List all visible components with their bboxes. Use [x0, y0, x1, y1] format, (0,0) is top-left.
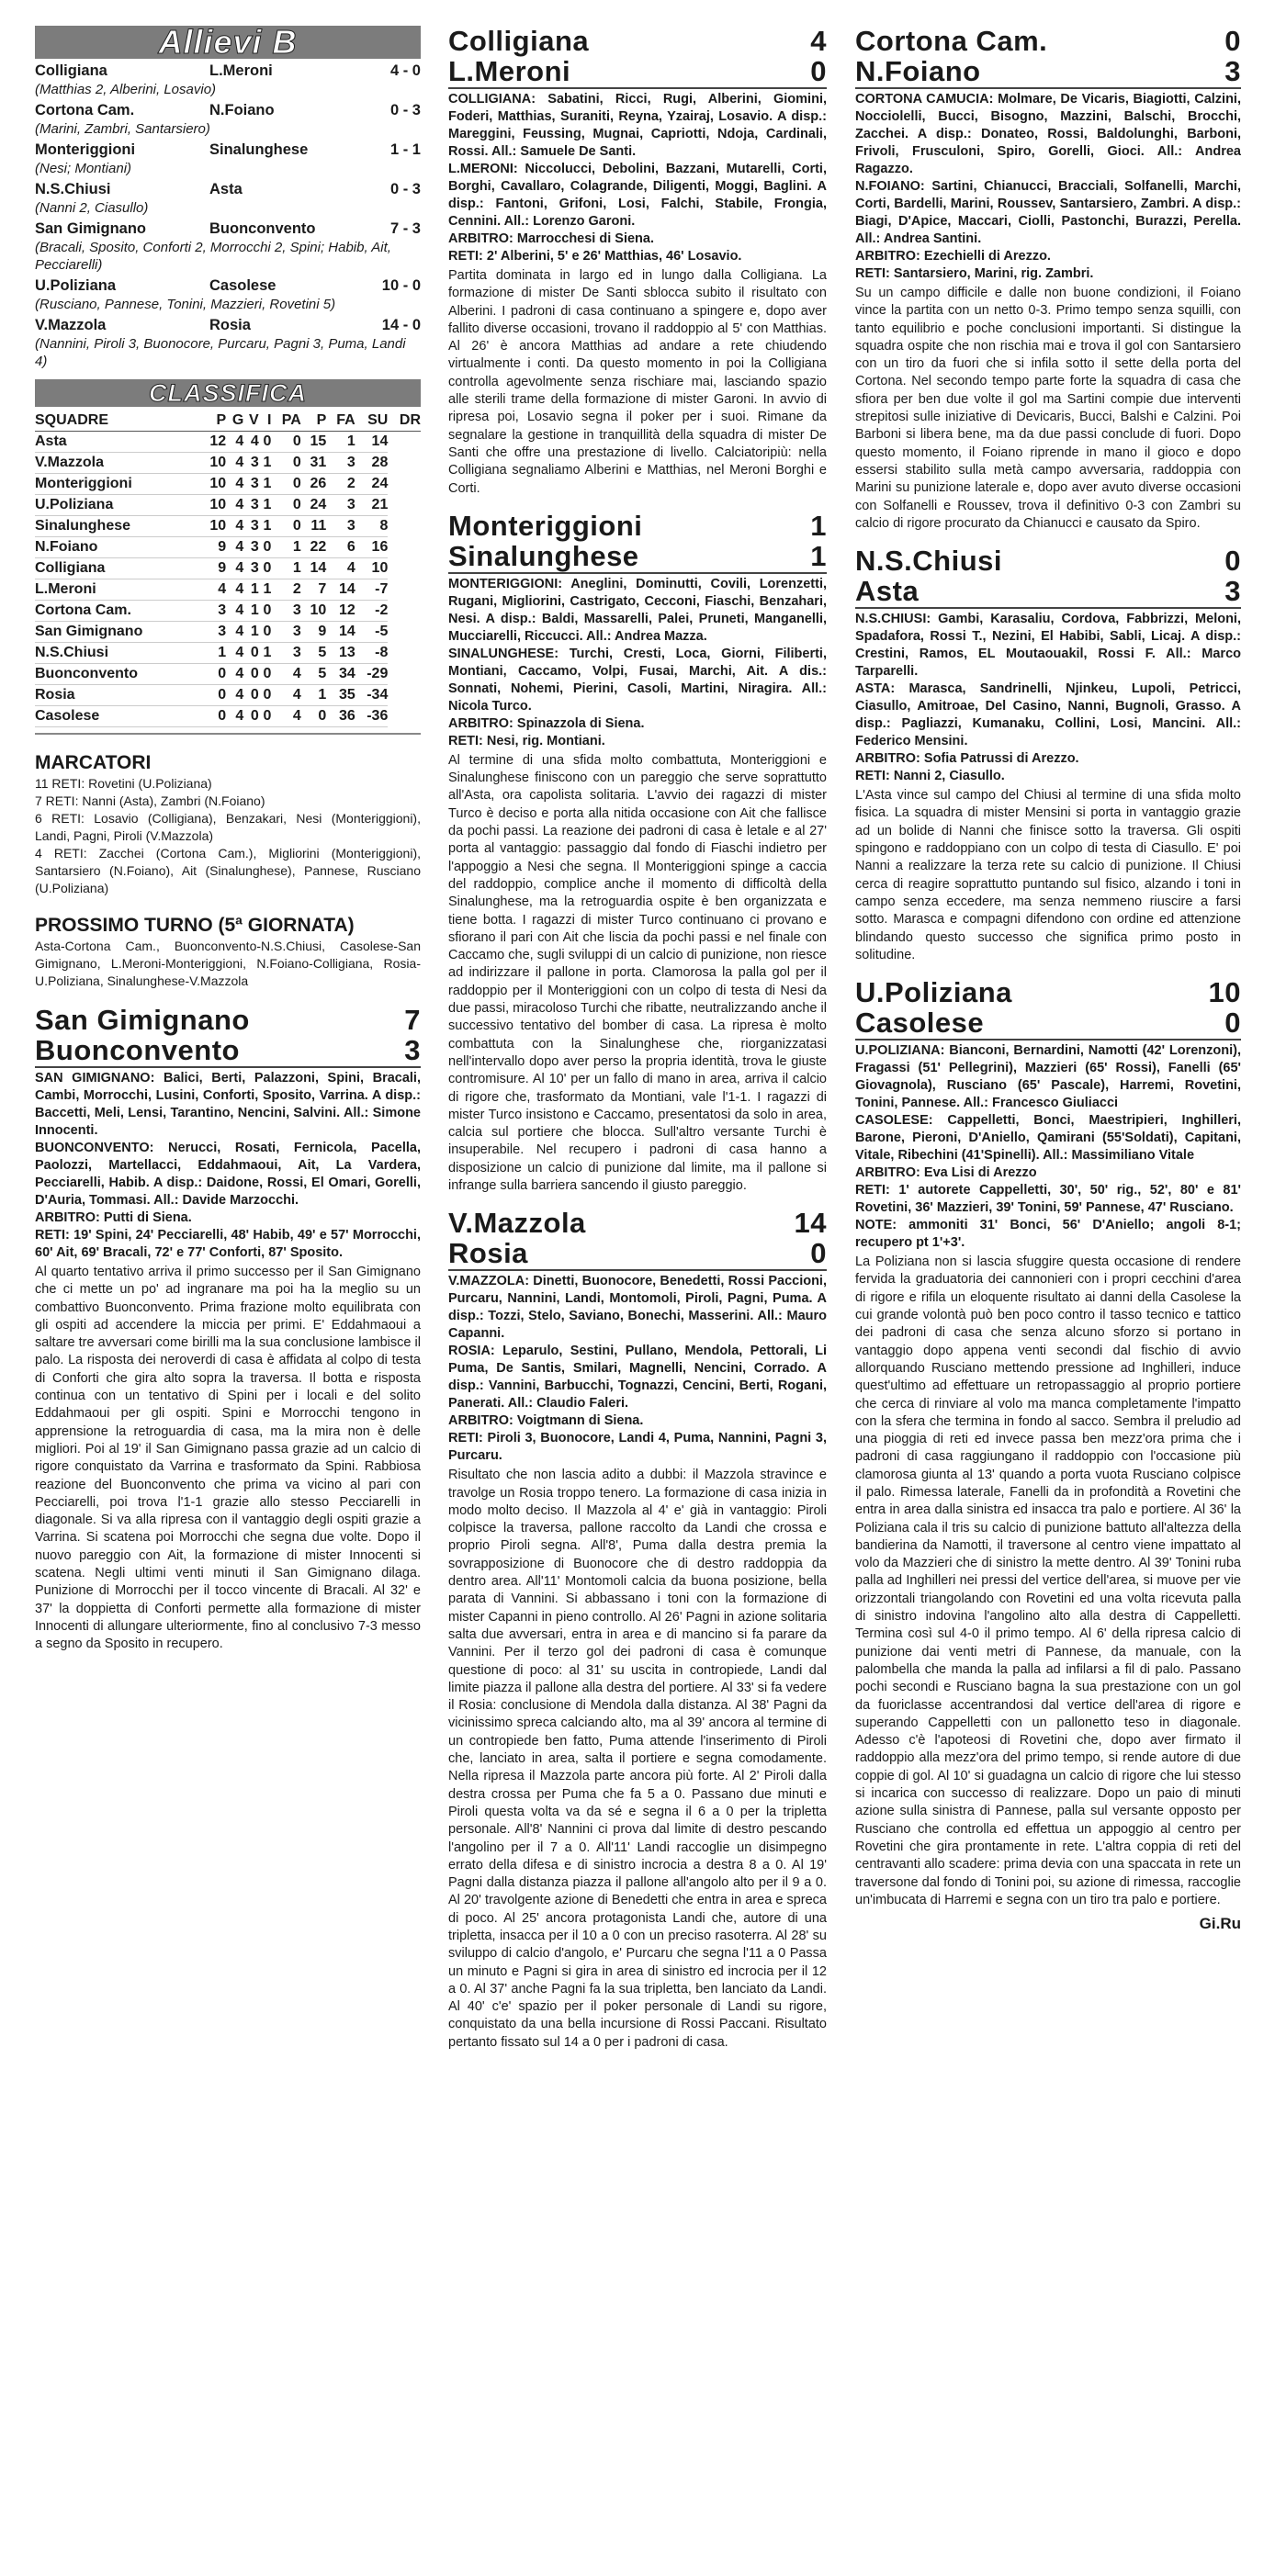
lineup-home: U.POLIZIANA: Bianconi, Bernardini, Namotti (42' Lorenzoni), Fragassi (51' Pellegrini), Mazzieri (65' Rossi), Fanelli (65' Giovagnola), Rusciano (65' Pascale), Harremi, Rovetini, Tonini, Pannese. All.: Francesco Giuliacci: [855, 1043, 1241, 1111]
standings-cell: 1: [259, 495, 272, 516]
result-home: Colligiana: [35, 62, 107, 79]
standings-cell: 10: [301, 601, 326, 622]
matches-col3: [855, 26, 1241, 1933]
standings-cell: 15: [301, 432, 326, 453]
standings-cell: 16: [355, 537, 389, 558]
standings-cell: Monteriggioni: [35, 474, 201, 495]
divider: [855, 87, 1241, 89]
home-team: U.Poliziana: [855, 976, 1012, 1009]
standings-cell: 1: [243, 579, 258, 601]
away-score: 3: [1224, 575, 1241, 608]
standings-cell: 3: [201, 601, 226, 622]
result-away: L.Meroni: [209, 62, 273, 79]
scorers-list: [35, 775, 421, 897]
scorer-line: 4 RETI: Zacchei (Cortona Cam.), Migliorini (Monteriggioni), Santarsiero (N.Foiano), Ait (Sinalunghese), Pannese, Rusciano (U.Poliziana): [35, 846, 421, 895]
standings-cell: 0: [259, 622, 272, 643]
signature: Gi.Ru: [1199, 1915, 1241, 1933]
standings-cell: 2: [271, 579, 300, 601]
standings-cell: -5: [355, 622, 389, 643]
divider: [35, 733, 421, 735]
home-team: N.S.Chiusi: [855, 545, 1003, 578]
standings-cell: N.S.Chiusi: [35, 643, 201, 664]
standings-cell: 9: [301, 622, 326, 643]
away-team: Asta: [855, 575, 920, 608]
standings-cell: 21: [355, 495, 389, 516]
standings-cell: Rosia: [35, 685, 201, 706]
standings-cell: N.Foiano: [35, 537, 201, 558]
result-home: N.S.Chiusi: [35, 181, 111, 197]
standings-cell: 14: [355, 432, 389, 453]
result-row: [35, 219, 421, 239]
standings-header-cell: G: [226, 411, 243, 432]
standings-cell: Casolese: [35, 706, 201, 727]
standings-cell: L.Meroni: [35, 579, 201, 601]
standings-cell: -36: [355, 706, 389, 727]
result-away: Asta: [209, 181, 243, 197]
home-team: Cortona Cam.: [855, 25, 1048, 57]
standings-cell: 12: [201, 432, 226, 453]
result-home: U.Poliziana: [35, 277, 117, 294]
standings-table: [35, 411, 421, 727]
match-header: [35, 1005, 421, 1065]
column-right: [855, 26, 1241, 1946]
standings-header-cell: P: [201, 411, 226, 432]
lineup-home: SAN GIMIGNANO: Balici, Berti, Palazzoni, Spini, Bracali, Cambi, Morrocchi, Lusini, Conforti, Sposito, Varrina. A disp.: Baccetti, Meli, Lensi, Tarantino, Nencini, Salvini. All.: Simone Innocenti.: [35, 1071, 421, 1138]
standings-cell: 1: [271, 558, 300, 579]
standings-title: CLASSIFICA: [35, 379, 421, 407]
standings-cell: 3: [271, 643, 300, 664]
scorer-line: 6 RETI: Losavio (Colligiana), Benzakari, Nesi (Monteriggioni), Landi, Pagni, Piroli (V.Mazzola): [35, 811, 421, 843]
standings-cell: U.Poliziana: [35, 495, 201, 516]
result-home: San Gimignano: [35, 220, 147, 237]
home-score: 0: [1224, 545, 1241, 578]
standings-cell: 28: [355, 453, 389, 474]
standings-cell: -34: [355, 685, 389, 706]
standings-cell: 4: [226, 474, 243, 495]
standings-cell: 0: [243, 685, 258, 706]
result-row: [35, 140, 421, 160]
match-report: [35, 1005, 421, 1654]
goals: RETI: Nanni 2, Ciasullo.: [855, 769, 1005, 784]
report-text: Su un campo difficile e dalle non buone condizioni, il Foiano vince la partita con un netto 0-3. Primo tempo senza squilli, con tanto equilibrio e poche conclusioni importanti. Si distingue la squadra ospite che non rischia mai e trova il gol con Santarsiero con un tiro da fuori che si infila sotto il sette della porta del Cortona. Nel secondo tempo parte forte la squadra di casa che sfiora per ben due volte il gol ma Sartini compie due interventi strepitosi sulle iniziative di Devicaris, Bucci, Balshi e Calzini. Poi Barboni si libera bene, ma da due passi conclude di fuori. Dopo questo momento, il Foiano riprende in mano il gioco e dopo essersi stabilito sulla metà campo avversaria, raddoppia con Marini su punizione laterale e, dopo aver avuto diverse occasioni con Solfanelli e Roussev, trova il definitivo 0-3 con Zambri su calcio di rigore procurato da Chianucci e causato da Spiro.: [855, 286, 1241, 531]
away-score: 3: [404, 1034, 421, 1066]
standings-cell: 34: [326, 664, 355, 685]
result-away: Sinalunghese: [209, 141, 309, 158]
standings-row: [35, 643, 421, 664]
referee: ARBITRO: Voigtmann di Siena.: [448, 1413, 644, 1429]
result-home: Monteriggioni: [35, 141, 136, 158]
away-score: 0: [810, 1237, 827, 1270]
divider: [448, 87, 827, 89]
result-score: 14 - 0: [381, 317, 421, 333]
standings-cell: 0: [271, 495, 300, 516]
away-team: Casolese: [855, 1007, 985, 1040]
standings-row: [35, 706, 421, 727]
result-scorers: (Nannini, Piroli 3, Buonocore, Purcaru, Pagni 3, Puma, Landi 4): [35, 336, 406, 369]
scorer-line: 11 RETI: Rovetini (U.Poliziana): [35, 776, 212, 791]
lineup-home: N.S.CHIUSI: Gambi, Karasaliu, Cordova, Fabbrizzi, Meloni, Spadafora, Rossi T., Nezini, El Habibi, Sabli, Licaj. A disp.: Crestini, Ramos, EL Moutaouakil, Rossi F. All.: Marco Tarparelli.: [855, 612, 1241, 680]
standings-cell: 3: [243, 516, 258, 537]
standings-cell: 4: [226, 622, 243, 643]
standings-cell: 1: [243, 622, 258, 643]
referee: ARBITRO: Putti di Siena.: [35, 1210, 192, 1225]
referee: ARBITRO: Sofia Patrussi di Arezzo.: [855, 751, 1079, 767]
lineup-home: MONTERIGGIONI: Aneglini, Dominutti, Covili, Lorenzetti, Rugani, Migliorini, Castrigato, Cecconi, Fiaschi, Benzahari, Nesi. A disp.: Baldi, Massarelli, Palei, Pruneti, Manganelli, Mucciarelli, Riccucci. All.: Andrea Mazza.: [448, 576, 827, 644]
standings-cell: 36: [326, 706, 355, 727]
goals: RETI: 19' Spini, 24' Pecciarelli, 48' Habib, 49' e 57' Morrocchi, 60' Ait, 69' Bracali, 72' e 77' Conforti, 87' Sposito.: [35, 1228, 421, 1260]
standings-cell: 10: [201, 453, 226, 474]
matches-col2: [448, 26, 827, 2052]
home-team: Colligiana: [448, 25, 590, 57]
match-header: [448, 511, 827, 571]
standings-cell: 3: [271, 622, 300, 643]
result-scorers: (Rusciano, Pannese, Tonini, Mazzieri, Rovetini 5): [35, 297, 336, 312]
result-scorers: (Nanni 2, Ciasullo): [35, 200, 149, 216]
standings-cell: 14: [326, 622, 355, 643]
standings-row: [35, 622, 421, 643]
match-header: [448, 26, 827, 86]
goals: RETI: Nesi, rig. Montiani.: [448, 733, 605, 748]
standings-cell: Sinalunghese: [35, 516, 201, 537]
standings-cell: 13: [326, 643, 355, 664]
match-report: [855, 546, 1241, 964]
standings-row: [35, 453, 421, 474]
standings-cell: 1: [259, 453, 272, 474]
result-row: [35, 61, 421, 81]
standings-cell: 5: [301, 664, 326, 685]
standings-header-cell: PA: [271, 411, 300, 432]
lineup-away: N.FOIANO: Sartini, Chianucci, Bracciali, Solfanelli, Marchi, Corti, Bardelli, Marini, Roussev, Santarsiero, Zambri. A disp.: Biagi, D'Apice, Maccari, Ciolli, Pastonchi, Burazzi, Perella. All.: Andrea Santini.: [855, 179, 1241, 246]
scorers-title: MARCATORI: [35, 752, 152, 773]
result-score: 10 - 0: [381, 277, 421, 294]
match-report: [448, 1208, 827, 2052]
standings-cell: 3: [243, 495, 258, 516]
standings-cell: 4: [226, 579, 243, 601]
away-score: 0: [810, 55, 827, 87]
divider: [448, 1269, 827, 1271]
referee: ARBITRO: Spinazzola di Siena.: [448, 715, 645, 731]
standings-cell: 1: [301, 685, 326, 706]
standings-cell: 7: [301, 579, 326, 601]
result-away: Rosia: [209, 317, 251, 333]
match-header: [855, 26, 1241, 86]
result-scorers: (Nesi; Montiani): [35, 161, 132, 176]
standings-cell: 0: [259, 537, 272, 558]
match-report: [448, 511, 827, 1195]
column-middle: [448, 26, 827, 2064]
report-text: Al quarto tentativo arriva il primo successo per il San Gimignano che ci mette un po' ad ingranare ma poi ha la meglio su un combattivo Buonconvento. Prima frazione molto equilibrata con gli ospiti ad accendere la miccia per primi. E' Eddahmaoui a saltare tre avversari come birilli ma la sua conclusione lambisce il palo. La risposta dei neroverdi di casa è affidata al colpo di testa di Conforti che gira alto sopra la traversa. Il botta e risposta continua con un tentativo di Spini per i locali e del solito Eddahmaoui per gli ospiti. Spini e Morrocchi tengono in apprensione la retroguardia di casa, ma la mira non è delle migliori. Poi al 19' il San Gimignano passa grazie ad un calcio di rigore conquistato da Varrina e trasformato da Spini. Rabbiosa reazione del Buonconvento che prima va vicino al pari con Pecciarelli, poi trova l'1-1 grazie allo stesso Pecciarelli in diagonale. Si va alla ripresa con il vantaggio degli ospiti grazie a Varrina. Si scatena poi Morrocchi che segna due volte. Dopo il nuovo pareggio con Ait, la formazione di mister Innocenti si scatena. Negli ultimi venti minuti il San Gimignano dilaga. Punizione di Morrocchi per il tocco vincente di Bracali. Al 32' e 37' la doppietta di Conforti permette alla formazione di mister Innocenti di allungare ulteriormente, fino al conclusivo 7-3 messo a segno da Sposito in recupero.: [35, 1265, 421, 1652]
standings-cell: 1: [259, 579, 272, 601]
standings-row: [35, 558, 421, 579]
standings-cell: 11: [301, 516, 326, 537]
standings-cell: 4: [226, 664, 243, 685]
away-team: L.Meroni: [448, 55, 571, 87]
match-header: [855, 977, 1241, 1038]
standings-cell: 3: [326, 495, 355, 516]
divider: [35, 1066, 421, 1068]
standings-cell: V.Mazzola: [35, 453, 201, 474]
standings-cell: 10: [201, 516, 226, 537]
match-header: [855, 546, 1241, 606]
standings-cell: San Gimignano: [35, 622, 201, 643]
standings-row: [35, 601, 421, 622]
away-score: 1: [810, 539, 827, 572]
lineup-home: V.MAZZOLA: Dinetti, Buonocore, Benedetti, Rossi Paccioni, Purcaru, Nannini, Landi, Montomoli, Piroli, Pagni, Puma. A disp.: Tozzi, Stelo, Saviano, Bonechi, Masserini. All.: Mauro Capanni.: [448, 1274, 827, 1342]
standings-cell: 12: [326, 601, 355, 622]
standings-header-cell: SQUADRE: [35, 411, 201, 432]
standings-cell: 3: [326, 453, 355, 474]
standings-cell: 8: [355, 516, 389, 537]
report-text: Al termine di una sfida molto combattuta, Monteriggioni e Sinalunghese finiscono con un pareggio che serve soprattutto all'Asta, ora capolista solitaria. L'avvio dei ragazzi di mister Turco è deciso e porta alla nitida occasione con Ait che fallisce da pochi passi. La reazione dei padroni di casa è letale e al 27' porta al vantaggio: passaggio dal fondo di Fiaschi indietro per l'appoggio a Nesi che segna. Il Monteriggioni spinge a caccia del raddoppio, complice anche il momento di difficoltà della Sinalunghese, ma la retroguardia ospite è ben organizzata e tiene botta. I ragazzi di mister Turco continuano ci provano e sfiorano il pari con Ait che liscia da pochi passi e nel finale con Caccamo che, sugli sviluppi di un calcio di punizione, non riesce ad indirizzare il pallone in porta. Clamorosa la palla gol per il raddoppio per il Monteriggioni con un colpo di testa di Nesi da due passi, miracoloso Turchi che ribatte, neutralizzando anche il successivo tentativo del bomber di casa. La ripresa è molto combattuta con la Sinalunghese che, riorganizzatasi nell'intervallo dopo aver perso la propria identità, trova le giuste contromisure. Al 10' per un fallo di mano in area, arriva il calcio di rigore che, trasformato da Montiani, vale l'1-1. I ragazzi di mister Turco insistono e Caccamo, presentatosi da solo in area, calcia sul portiere che blocca. Sull'altro versante Turchi è insuperabile. Nel recupero i padroni di casa hanno a disposizione un calcio di punizione dal limite, ma il pallone si infrange sulla barriera sancendo il giusto pareggio.: [448, 752, 827, 1193]
result-score: 4 - 0: [389, 62, 421, 79]
standings-cell: 4: [226, 453, 243, 474]
standings-cell: 14: [301, 558, 326, 579]
standings-cell: 4: [226, 685, 243, 706]
standings-row: [35, 685, 421, 706]
lineup-away: ROSIA: Leparulo, Sestini, Pullano, Mendola, Pettorali, Li Puma, De Santis, Smilari, Magnelli, Nencini, Corrado. A disp.: Vannini, Barbucchi, Tognazzi, Cencini, Berti, Rogani, Panerati. All.: Claudio Faleri.: [448, 1344, 827, 1412]
standings-cell: 1: [243, 601, 258, 622]
away-score: 0: [1224, 1007, 1241, 1040]
standings-cell: 9: [201, 537, 226, 558]
match-report: [448, 26, 827, 498]
standings-cell: 3: [201, 622, 226, 643]
goals: RETI: Piroli 3, Buonocore, Landi 4, Puma, Nannini, Pagni 3, Purcaru.: [448, 1431, 827, 1464]
standings-cell: Colligiana: [35, 558, 201, 579]
away-team: N.Foiano: [855, 55, 981, 87]
standings-cell: 3: [243, 537, 258, 558]
result-home: Cortona Cam.: [35, 102, 135, 118]
lineup-home: COLLIGIANA: Sabatini, Ricci, Rugi, Alberini, Giomini, Foderi, Matthias, Suraniti, Reyna, Yzairaj, Losavio. A disp.: Mareggini, Feussing, Mugnai, Capriotti, Ndoja, Cardinali, Rossi. All.: Samuele De Santi.: [448, 92, 827, 159]
standings-header-cell: FA: [326, 411, 355, 432]
column-left: [35, 23, 421, 1667]
standings-row: [35, 537, 421, 558]
standings-cell: 0: [259, 558, 272, 579]
standings-cell: Cortona Cam.: [35, 601, 201, 622]
standings-cell: -2: [355, 601, 389, 622]
standings-cell: 4: [226, 432, 243, 453]
report-text: Partita dominata in largo ed in lungo dalla Colligiana. La formazione di mister De Santi sblocca subito il risultato con Alberini. I padroni di casa continuano a spingere e, dopo aver fallito diverse occasioni, trovano il raddoppio al 5' con Matthias. Al 26' è ancora Matthias ad andare a rete chiudendo virtualmente i conti. Da questo momento in poi la Colligiana controlla agevolmente senza rischiare mai, lasciando spazio alle sterili trame della formazione di mister Garoni. In avvio di ripresa poi, Losavio segna il poker per i suoi. Rimane da segnalare la gestione in tranquillità della squadra di mister De Santi che offre una prestazione di livello. Calciatoripiù: nella Colligiana segnaliamo Alberini e Matthias, nel Meroni Borghi e Corti.: [448, 268, 827, 496]
standings-cell: 0: [271, 453, 300, 474]
home-score: 1: [810, 509, 827, 542]
standings-cell: 0: [271, 432, 300, 453]
standings-cell: 10: [201, 474, 226, 495]
standings-cell: 0: [301, 706, 326, 727]
standings-cell: 0: [243, 643, 258, 664]
home-score: 4: [810, 25, 827, 57]
standings-row: [35, 516, 421, 537]
result-row: [35, 276, 421, 296]
standings-cell: 4: [243, 432, 258, 453]
standings-cell: 35: [326, 685, 355, 706]
standings-cell: 3: [243, 453, 258, 474]
goals: RETI: 1' autorete Cappelletti, 30', 50' rig., 52', 80' e 81' Rovetini, 36' Mazzieri, 39' Tonini, 59' Pannese, 47' Rusciano.: [855, 1183, 1241, 1216]
standings-row: [35, 432, 421, 453]
standings-cell: 31: [301, 453, 326, 474]
standings-cell: 0: [201, 685, 226, 706]
next-round-text: Asta-Cortona Cam., Buonconvento-N.S.Chiusi, Casolese-San Gimignano, L.Meroni-Monteriggioni, N.Foiano-Colligiana, Rosia-U.Poliziana, Sinalunghese-V.Mazzola: [35, 939, 421, 988]
standings-cell: 4: [226, 537, 243, 558]
away-score: 3: [1224, 55, 1241, 87]
match-header: [448, 1208, 827, 1268]
standings-header-cell: I: [259, 411, 272, 432]
divider: [855, 1039, 1241, 1041]
standings-header-cell: P: [301, 411, 326, 432]
lineup-home: CORTONA CAMUCIA: Molmare, De Vicaris, Biagiotti, Calzini, Nocciolelli, Bucci, Bisogno, Mazzini, Balschi, Brocchi, Zacchei. A disp.: Donateo, Rossi, Baldolunghi, Barboni, Frivoli, Frusculoni, Spiro, Gorelli, Gioci. All.: Andrea Ragazzo.: [855, 92, 1241, 176]
standings-cell: 1: [201, 643, 226, 664]
standings-cell: 4: [226, 558, 243, 579]
standings-cell: 0: [243, 664, 258, 685]
standings-row: [35, 474, 421, 495]
matches-col1: [35, 1005, 421, 1654]
result-score: 0 - 3: [389, 102, 421, 118]
standings-cell: 1: [259, 474, 272, 495]
result-away: Buonconvento: [209, 220, 316, 237]
lineup-away: L.MERONI: Niccolucci, Debolini, Bazzani, Mutarelli, Corti, Borghi, Cavallaro, Colagrande, Diligenti, Moggi, Baglini. A disp.: Fantoni, Grifoni, Losi, Falchi, Stabile, Frongia, Cennini. All.: Lorenzo Garoni.: [448, 162, 827, 229]
standings-cell: -7: [355, 579, 389, 601]
standings-cell: 9: [201, 558, 226, 579]
standings-cell: 10: [355, 558, 389, 579]
result-scorers: (Matthias 2, Alberini, Losavio): [35, 82, 217, 97]
standings-cell: 0: [259, 706, 272, 727]
match-report: [855, 26, 1241, 533]
standings-cell: 4: [326, 558, 355, 579]
standings-header-cell: V: [243, 411, 258, 432]
standings-cell: 5: [301, 643, 326, 664]
standings-cell: 4: [226, 495, 243, 516]
result-row: [35, 179, 421, 199]
standings-cell: 0: [201, 706, 226, 727]
away-team: Sinalunghese: [448, 539, 639, 572]
referee: ARBITRO: Eva Lisi di Arezzo: [855, 1165, 1037, 1181]
result-row: [35, 315, 421, 335]
result-score: 0 - 3: [389, 181, 421, 197]
result-scorers: (Bracali, Sposito, Conforti 2, Morrocchi 2, Spini; Habib, Ait, Pecciarelli): [35, 240, 391, 273]
standings-cell: 0: [201, 664, 226, 685]
lineup-away: BUONCONVENTO: Nerucci, Rosati, Fernicola, Pacella, Paolozzi, Martellacci, Eddahmaoui, Ait, La Vardera, Pecciarelli, Habib. A disp.: Daidone, Rossi, El Omari, Gorelli, D'Auria, Tommasi. All.: Davide Marzocchi.: [35, 1141, 421, 1208]
next-round-title: PROSSIMO TURNO (5ª GIORNATA): [35, 915, 355, 936]
standings-cell: 22: [301, 537, 326, 558]
divider: [448, 572, 827, 574]
result-row: [35, 100, 421, 120]
standings-cell: 3: [271, 601, 300, 622]
result-home: V.Mazzola: [35, 317, 107, 333]
standings-cell: 0: [259, 664, 272, 685]
standings-cell: 1: [326, 432, 355, 453]
home-score: 14: [794, 1207, 827, 1240]
away-team: Buonconvento: [35, 1034, 240, 1066]
goals: RETI: Santarsiero, Marini, rig. Zambri.: [855, 266, 1094, 281]
standings-cell: -29: [355, 664, 389, 685]
standings-cell: 1: [271, 537, 300, 558]
standings-cell: 6: [326, 537, 355, 558]
report-text: Risultato che non lascia adito a dubbi: il Mazzola stravince e travolge un Rosia troppo tenero. La formazione di casa inizia in modo molto deciso. Il Mazzola al 4' e' già in vantaggio: Piroli colpisce la traversa, pallone raccolto da Landi che crossa e proprio Piroli segna. All'8', Puma dalla destra premia la sovrapposizione di Buonocore che di destro raddoppia da dentro area. All'11' Montomoli calcia da buona posizione, bella parata di Vannini. Si abbassano i toni con la formazione di mister Capanni in pieno controllo. Al 26' Pagni in azione solitaria salta due avversari, entra in area e di mancino si fa parare da Vannini. Per il terzo gol dei padroni di casa è comunque questione di poco: al 31' su uscita in contropiede, Landi dal limite piazza il pallone alla destra del portiere. Al 33' si fa vedere il Rosia: conclusione di Mendola dalla distanza. Al 38' Pagni da vicinissimo spreca calciando alto, ma al 39' ancora al termine di un contropiede ben fatto, Puma attende l'inserimento di Piroli che, lanciato in area, salta il portiere e segna comodamente. Nella ripresa il Mazzola parte ancora più forte. Al 2' Piroli dalla destra crossa per Puma che fa 5 a 0. Passano due minuti e Piroli questa volta va da sé e segna il 6 a 0 per la tripletta personale. All'8' Nannini ci prova dal limite di destro pescando l'angolino per il 7 a 0. All'11' Landi raccoglie un disimpegno errato della difesa e di sinistro incrocia a destra 8 a 0. Al 19' Pagni dalla distanza piazza il pallone all'angolo alto per il 9 a 0. Al 20' travolgente azione di Benedetti che entra in area e spreca di poco. Al 25' ancora protagonista Landi che, autore di una tripletta, insacca per il 10 a 0 con un preciso rasoterra. Al 28' su sviluppo di calcio d'angolo, e' Purcaru che segna l'11 a 0 Passa un minuto e Pagni si gira in area di sinistro ed incrocia per il 12 a 0. Al 37' anche Pagni fa la sua tripletta, ben lanciato da Landi. Al 40' c'e' spazio per il poker personale di Landi su rigore, conquistato da una bella incursione di Rossi Paccani. Risultato pertanto fissato sul 14 a 0 per i padroni di casa.: [448, 1468, 827, 2050]
standings-cell: 0: [243, 706, 258, 727]
standings-cell: 0: [271, 474, 300, 495]
home-team: V.Mazzola: [448, 1207, 586, 1240]
standings-row: [35, 664, 421, 685]
standings-cell: 14: [326, 579, 355, 601]
lineup-away: CASOLESE: Cappelletti, Bonci, Maestripieri, Inghilleri, Barone, Pieroni, D'Aniello, Qamirani (55'Soldati), Capitani, Vitale, Ribechini (41'Spinelli). All.: Massimiliano Vitale: [855, 1113, 1241, 1164]
scorer-line: 7 RETI: Nanni (Asta), Zambri (N.Foiano): [35, 793, 265, 808]
standings-cell: 4: [271, 685, 300, 706]
result-away: N.Foiano: [209, 102, 275, 118]
standings-cell: 4: [226, 643, 243, 664]
standings-cell: 3: [243, 474, 258, 495]
result-score: 7 - 3: [389, 220, 421, 237]
standings-cell: 4: [226, 706, 243, 727]
standings-cell: 4: [271, 664, 300, 685]
home-score: 0: [1224, 25, 1241, 57]
home-score: 10: [1208, 976, 1241, 1009]
standings-cell: 0: [271, 516, 300, 537]
standings-cell: 4: [201, 579, 226, 601]
standings-row: [35, 495, 421, 516]
referee: ARBITRO: Marrocchesi di Siena.: [448, 231, 654, 246]
result-scorers: (Marini, Zambri, Santarsiero): [35, 121, 210, 137]
lineup-away: SINALUNGHESE: Turchi, Cresti, Loca, Giorni, Filiberti, Montiani, Caccamo, Volpi, Fusai, Marchi, Ait. A dis.: Sonnati, Nohemi, Pierini, Casoli, Martini, Niragira. All.: Nicola Turco.: [448, 646, 827, 714]
standings-cell: 4: [226, 601, 243, 622]
report-text: La Poliziana non si lascia sfuggire questa occasione di rendere fervida la graduatoria dei cannonieri con i propri cecchini d'area di rigore e rifila un eloquente risultato ai danni della Casolese la cui grande volontà può ben poco contro il tasso tecnico e tattico dei padroni di casa che senza alcuno sforzo si portano in vantaggio dopo appena venti secondi dal fischio di avvio allorquando Rusciano mettendo pressione ad Inghilleri, induce quest'ultimo ad effettuare un retropassaggio al proprio portiere che cerca di rinviare al volo ma manca completamente l'impatto con la sfera che termina in fondo al sacco. Sembra il preludio ad una pioggia di reti ed invece passa ben mezz'ora prima che i padroni di casa raggiungano il raddoppio con l'occasione più clamorosa giunta al 13' quando a porta vuota Rusciano colpisce il palo. Rimessa laterale, Fanelli da in profondità a Rovetini che entra in area dalla sinistra ed insacca tra palo e portiere. Al 36' la Poliziana cala il tris su calcio di punizione battuto all'altezza della bandierina da Namotti, il traversone al centro viene impattato al volo da Mazzieri che di sinistro la mette dentro. Al 39' Tonini ruba palla ad Inghilleri nei pressi del vertice dell'area, si muove per vie orizzontali triangolando con Rovetini ed una volta ricevuta palla di sinistro indovina l'angolino alto alla destra di Cappelletti. Termina così sul 4-0 il primo tempo. Al 6' della ripresa calcio di punizione dai venti metri di Pannese, da manuale, con la palombella che manda la palla ad infilarsi a fil di palo. Passano pochi secondi e Rusciano bagna la sua prestazione con un gol da fuoriclasse accentrandosi dal vertice dell'area di rigore e superando Cappelletti con un pallonetto teso in diagonale. Adesso c'è l'apoteosi di Rovetini che, dopo aver firmato il raddoppio alla mezz'ora del primo tempo, si rende autore di due coppie di gol. Al 10' si guadagna un calcio di rigore che lui stesso si incarica con successo di realizzare. Dopo un paio di minuti azione sulla sinistra di Pannese, palla sul versante opposto per Rusciano che controlla ed effettua un appoggio al centro per Rovetini che gira prontamente in rete. L'altra coppia di reti del centravanti allo scadere: prima devia con una spaccata in rete un traversone dal fondo di Tonini poi, su azione di rimessa, raccoglie un'imbucata di Harremi e segna con un tiro tra palo e portiere.: [855, 1254, 1241, 1907]
standings-cell: -8: [355, 643, 389, 664]
standings-header-row: [35, 411, 421, 432]
lineup-away: ASTA: Marasca, Sandrinelli, Njinkeu, Lupoli, Petricci, Ciasullo, Amitroae, Del Casino, Nanni, Bugnoli, Grasso. A disp.: Pagliazzi, Kumanaku, Collini, Losi, Mancini. All.: Federico Mensini.: [855, 681, 1241, 749]
standings-cell: 10: [201, 495, 226, 516]
standings-header-cell: DR: [388, 411, 421, 432]
home-score: 7: [404, 1004, 421, 1036]
home-team: Monteriggioni: [448, 509, 643, 542]
standings-cell: Buonconvento: [35, 664, 201, 685]
standings-cell: 24: [355, 474, 389, 495]
away-team: Rosia: [448, 1237, 528, 1270]
standings-cell: 26: [301, 474, 326, 495]
referee: ARBITRO: Ezechielli di Arezzo.: [855, 249, 1051, 264]
standings-cell: 4: [271, 706, 300, 727]
divider: [855, 607, 1241, 609]
result-away: Casolese: [209, 277, 276, 294]
standings-cell: 0: [259, 432, 272, 453]
home-team: San Gimignano: [35, 1004, 250, 1036]
match-report: [855, 977, 1241, 1933]
notes: NOTE: ammoniti 31' Bonci, 56' D'Aniello; angoli 8-1; recupero pt 1'+3'.: [855, 1218, 1241, 1251]
goals: RETI: 2' Alberini, 5' e 26' Matthias, 46' Losavio.: [448, 249, 742, 264]
standings-cell: 0: [259, 601, 272, 622]
section-title: Allievi B: [35, 26, 421, 59]
standings-row: [35, 579, 421, 601]
result-score: 1 - 1: [389, 141, 421, 158]
standings-cell: 4: [226, 516, 243, 537]
standings-cell: 0: [259, 685, 272, 706]
standings-cell: 1: [259, 516, 272, 537]
standings-cell: 2: [326, 474, 355, 495]
standings-cell: 24: [301, 495, 326, 516]
standings-body: [35, 432, 421, 727]
standings-cell: 3: [326, 516, 355, 537]
standings-cell: Asta: [35, 432, 201, 453]
standings-cell: 1: [259, 643, 272, 664]
standings-cell: 3: [243, 558, 258, 579]
results-list: [35, 61, 421, 370]
standings-header-cell: SU: [355, 411, 389, 432]
report-text: L'Asta vince sul campo del Chiusi al termine di una sfida molto fisica. La squadra di mister Mensini si porta in vantaggio grazie ad un bolide di Nanni che finisce sotto la traversa. Gli ospiti spingono e raddoppiano con un colpo di testa di Ciasullo. E' poi Nanni a realizzare la terza rete su calcio di punizione. Il Chiusi cerca di reagire soprattutto puntando sul fisico, alzando i toni in campo senza eccedere, ma senza nemmeno riuscire a farsi sotto. Marasca e compagni difendono con ordine ed attenzione blindando questo successo che significa primo posto in solitudine.: [855, 788, 1241, 962]
